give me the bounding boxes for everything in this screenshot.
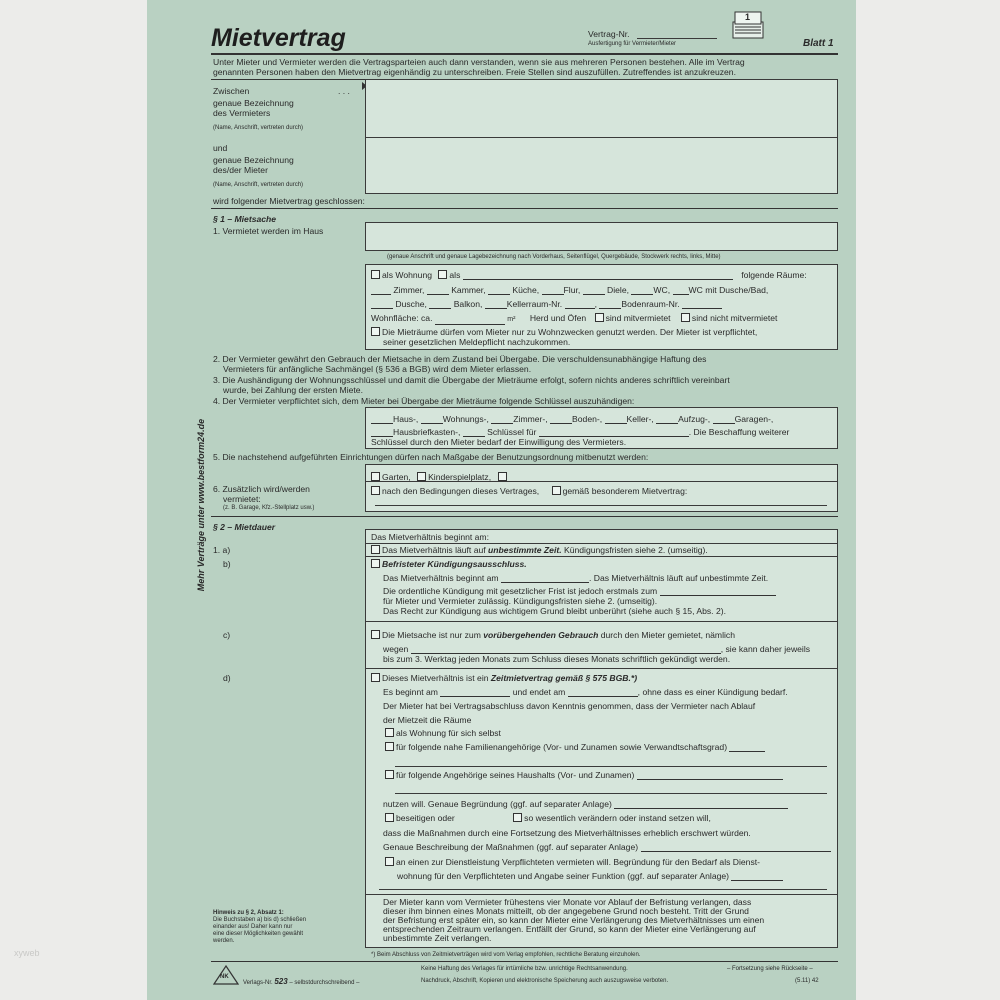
item-6-label-2: vermietet: [223,494,261,504]
kueche-count[interactable] [488,286,510,295]
m2-unit: m² [507,316,516,323]
a-divider [365,556,837,557]
d-household-label: für folgende Angehörige seines Haushalts (Vor- und Zunamen) [396,770,635,780]
landlord-field[interactable] [365,79,838,138]
edition-text: (5.11) 42 [795,978,819,984]
garden-checkbox[interactable] [371,472,380,481]
tenant-note: (Name, Anschrift, vertreten durch) [213,182,304,188]
side-note-line-1: Die Buchstaben a) bis d) schließen [213,917,307,923]
aufzug-key-count[interactable] [656,415,678,424]
keller-key-label: Keller-, [626,414,654,424]
contract-number-label: Vertrag-Nr. [588,29,630,39]
d-service-field[interactable] [731,872,783,881]
residential-line-2: seiner gesetzlichen Meldepflicht nachzukommen. [383,337,571,347]
d-remove-checkbox[interactable] [385,813,394,822]
d-family-label: für folgende nahe Familienangehörige (Vor- und Zunamen sowie Verwandtschaftsgrad) [396,742,728,752]
d-final-2: dieser ihm binnen eines Monats mitteilt, ob der angegebene Grund noch besteht. Tritt der Grund [383,906,749,916]
item-6-label-1: 6. Zusätzlich wird/werden [213,484,310,494]
d-household-checkbox[interactable] [385,770,394,779]
facilities-divider [365,481,837,482]
sheet-number: Blatt 1 [803,38,834,49]
rooms-line-3: Dusche, Balkon, Kellerraum-Nr. , Bodenraum-Nr. [371,299,722,309]
section-1-heading: § 1 – Mietsache [213,214,277,224]
wcdusche-count[interactable] [673,286,689,295]
publisher-no: 523 [274,977,288,986]
concluded-text: wird folgender Mietvertrag geschlossen: [213,196,365,206]
option-c-line-2 [383,644,810,654]
d-change-checkbox[interactable] [513,813,522,822]
option-d-checkbox[interactable] [371,673,380,682]
d-own-use-line [385,728,501,738]
option-b-title [371,559,527,569]
option-b-checkbox[interactable] [371,559,380,568]
d-difficulty-line: dass die Maßnahmen durch eine Fortsetzung des Mietverhältnisses erheblich erschwert würden. [383,828,751,838]
option-c-line-3: bis zum 3. Werktag jeden Monats zum Schluss dieses Monats schriftlich gekündigt werden. [383,654,731,664]
diele-label: Diele, [607,285,630,295]
tenant-label-2: des/der Mieter [213,165,268,175]
living-area-field[interactable] [435,316,505,325]
wohnung-key-label: Wohnungs-, [442,414,489,424]
d-family-field[interactable] [729,743,765,752]
d-use-line [383,799,788,809]
item-5-label: 5. Die nachstehend aufgeführten Einrichtungen dürfen nach Maßgabe der Benutzungsordnung mitbenutzt werden: [213,452,649,462]
option-a-line [371,545,708,555]
b-unlimited-text: . Das Mietverhältnis läuft auf unbestimmte Zeit. [588,573,769,583]
balkon-label: Balkon, [453,299,483,309]
tenant-field[interactable] [365,137,838,194]
d-begin-field[interactable] [440,688,510,697]
b-start-label: Das Mietverhältnis beginnt am [383,573,499,583]
start-label: Das Mietverhältnis beginnt am: [371,532,489,542]
kueche-label: Küche, [512,285,540,295]
parties-rule [211,208,838,209]
c-bold: vorübergehenden Gebrauch [483,630,599,640]
d-household-field[interactable] [637,771,783,780]
as-other-checkbox[interactable] [438,270,447,279]
liability-text: Keine Haftung des Verlages für irrtümliche bzw. unrichtige Rechtsanwendung. [421,966,628,972]
as-label: als [449,270,461,280]
start-divider [365,543,837,544]
wc-count[interactable] [631,286,653,295]
c-reason-field[interactable] [411,645,721,654]
as-flat-label: als Wohnung [382,270,433,280]
zimmer-key-label: Zimmer-, [513,414,548,424]
option-d-line-1 [371,673,637,683]
kammer-count[interactable] [427,286,449,295]
keys-line-2 [371,427,789,437]
other-facility-checkbox[interactable] [498,472,507,481]
d-description-label: Genaue Beschreibung der Maßnahmen (ggf. auf separater Anlage) [383,842,639,852]
d-end-label: und endet am [512,687,566,697]
item-6-note: (z. B. Garage, Kfz.-Stellplatz usw.) [223,505,315,511]
document-title: Mietvertrag [211,24,346,52]
d-begin-label: Es beginnt am [383,687,438,697]
playground-label: Kinderspielplatz, [428,472,492,482]
rooms-label: folgende Räume: [741,270,807,280]
continued-text: – Fortsetzung siehe Rückseite – [727,966,813,972]
garagen-key-count[interactable] [713,415,735,424]
section-2-heading: § 2 – Mietdauer [213,522,276,532]
residential-text-1: Die Mieträume dürfen vom Mieter nur zu Wohnzwecken genutzt werden. Der Mieter ist verpflichtet, [382,327,758,337]
item-3-line-1: 3. Die Aushändigung der Wohnungsschlüssel und damit die Übergabe der Mieträume erfolgt, sofern nichts anderes schriftlich vereinbart [213,375,730,385]
brief-key-count[interactable] [371,428,393,437]
wcdusche-label: WC mit Dusche/Bad, [688,285,769,295]
b-first-notice-field[interactable] [660,587,776,596]
d-end-field[interactable] [568,688,638,697]
intro-line-2: genannten Personen haben den Mietvertrag eigenhändig zu unterschreiben. Freie Stellen sind auszufüllen. Zutreffendes ist anzukreuzen. [213,67,736,77]
furnished-checkbox[interactable] [595,313,604,322]
side-note-line-4: werden. [213,938,235,944]
zimmer-label: Zimmer, [393,285,425,295]
d-description-field[interactable] [641,843,831,852]
item-2-line-1: 2. Der Vermieter gewährt den Gebrauch der Mietsache in dem Zustand bei Übergabe. Die verschuldensunabhängige Haftung des [213,354,707,364]
option-b-line-1 [383,573,768,583]
not-furnished-checkbox[interactable] [681,313,690,322]
d-remove-line [385,813,711,823]
keller-label: Kellerraum-Nr. [506,299,563,309]
contract-sheet [147,0,856,1000]
wohnung-key-count[interactable] [421,415,443,424]
rooms-line-1 [371,270,807,280]
option-a-text: Das Mietverhältnis läuft auf [382,545,486,555]
b-start-field[interactable] [501,574,589,583]
option-b-line-3: für Mieter und Vermieter zulässig. Kündigungsfristen siehe 2. (umseitig). [383,596,658,606]
option-c-label: c) [223,630,231,640]
d-family-checkbox[interactable] [385,742,394,751]
keller-key-count[interactable] [605,415,627,424]
landlord-label-1: genaue Bezeichnung [213,98,294,108]
zimmer-key-count[interactable] [491,415,513,424]
header-rule [211,53,838,55]
landlord-note: (Name, Anschrift, vertreten durch) [213,125,304,131]
d-use-label: nutzen will. Genaue Begründung (ggf. auf separater Anlage) [383,799,612,809]
option-b-line-2 [383,586,776,596]
publisher-number [243,978,359,987]
contract-number-field[interactable] [637,38,717,39]
as-other-field[interactable] [463,271,733,280]
d-bold: Zeitmietvertrag gemäß § 575 BGB.*) [490,673,638,683]
option-a-checkbox[interactable] [371,545,380,554]
d-family-line [385,742,765,752]
d-final-3: der Befristung erst später ein, so kann der Mieter eine Verlängerung des Mietverhältnisses um einen [383,915,765,925]
d-service-line-1 [385,857,760,867]
item-1-label: 1. Vermietet werden im Haus [213,226,324,236]
c-divider [365,668,837,669]
d-use-field[interactable] [614,800,788,809]
option-a-post: Kündigungsfristen siehe 2. (umseitig). [563,545,708,555]
playground-checkbox[interactable] [417,472,426,481]
not-furnished-label: sind nicht mitvermietet [691,313,778,323]
d-service-field-line[interactable] [379,889,827,890]
boden-key-label: Boden-, [572,414,603,424]
other-key-field[interactable] [539,428,689,437]
boden-key-count[interactable] [550,415,572,424]
option-b-label: b) [223,559,231,569]
wc-label: WC, [653,285,671,295]
d-description-line [383,842,831,852]
b-first-notice-label: Die ordentliche Kündigung mit gesetzlicher Frist ist jedoch erstmals zum [383,586,658,596]
d-final-1: Der Mieter kann vom Vermieter frühestens vier Monate vor Ablauf der Befristung verlangen, dass [383,897,752,907]
stove-label: Herd und Öfen [529,313,587,323]
option-d-line-4: der Mietzeit die Räume [383,715,472,725]
option-a-label: 1. a) [213,545,231,555]
d-household-line [385,770,783,780]
d-service-text-1: an einen zur Dienstleistung Verpflichteten vermieten will. Begründung für den Bedarf als Dienst- [396,857,761,867]
option-d-line-2 [383,687,788,697]
brief-key-label: Hausbriefkasten-, [393,427,461,437]
residential-checkbox[interactable] [371,327,380,336]
option-a-bold: unbestimmte Zeit. [488,545,562,555]
aufzug-key-label: Aufzug-, [678,414,711,424]
option-d-line-3: Der Mieter hat bei Vertragsabschluss davon Kenntnis genommen, dass der Vermieter nach Ablauf [383,701,756,711]
house-address-field[interactable] [365,222,838,251]
boden-count[interactable] [599,300,621,309]
haus-key-count[interactable] [371,415,393,424]
kammer-label: Kammer, [451,285,486,295]
furnished-label: sind mitvermietet [605,313,671,323]
right-margin [856,0,1000,1000]
garden-label: Garten, [382,472,411,482]
dusche-label: Dusche, [395,299,427,309]
per-contract-label: nach den Bedingungen dieses Vertrages, [382,486,540,496]
copyright-text: Nachdruck, Abschrift, Kopieren und elektronische Speicherung auch auszugsweise verboten. [421,978,669,984]
copy-stack-number: 1 [745,12,751,22]
additional-field-line[interactable] [375,505,827,506]
option-b-line-4: Das Recht zur Kündigung aus wichtigem Grund bleibt unberührt (siehe auch § 15, Abs. 2). [383,606,726,616]
d-no-notice-text: , ohne dass es einer Kündigung bedarf. [637,687,788,697]
keys-line-3: Schlüssel durch den Mieter bedarf der Einwilligung des Vermieters. [371,437,627,447]
boden-label: Bodenraum-Nr. [621,299,680,309]
d-own-use-label: als Wohnung für sich selbst [396,728,501,738]
flur-label: Flur, [563,285,581,295]
between-label: Zwischen [213,86,250,96]
dusche-count[interactable] [371,300,393,309]
residential-line-1 [371,327,757,337]
more-keys-text: . Die Beschaffung weiterer [688,427,790,437]
landlord-label-2: des Vermieters [213,108,271,118]
zimmer-count[interactable] [371,286,391,295]
publisher-logo-text: NK [220,974,229,980]
tenant-label-1: genaue Bezeichnung [213,155,294,165]
option-c-line-1 [371,630,735,640]
d-final-5: unbestimmte Zeit verlangen. [383,933,492,943]
c-reason-label: wegen [383,644,409,654]
d-own-use-checkbox[interactable] [385,728,394,737]
item-4-label: 4. Der Vermieter verpflichtet sich, dem Mieter bei Übergabe der Mieträume folgende Schlüssel auszuhändigen: [213,396,635,406]
living-area-label: Wohnfläche: ca. [371,313,433,323]
d-family-field-line[interactable] [395,766,827,767]
address-note: (genaue Anschrift und genaue Lagebezeichnung nach Vorderhaus, Seitenflügel, Quergebäude, Stockwerk rechts, links, Mitte) [387,254,721,260]
side-note-title: Hinweis zu § 2, Absatz 1: [213,910,284,916]
d-household-field-line[interactable] [395,793,827,794]
between-dots: . . . [338,86,350,96]
item-3-line-2: wurde, bei Zahlung der ersten Miete. [223,385,363,395]
option-c-checkbox[interactable] [371,630,380,639]
per-contract-checkbox[interactable] [371,486,380,495]
c-text-1: Die Mietsache ist nur zum [382,630,481,640]
other-key-count[interactable] [463,428,485,437]
flur-count[interactable] [542,286,564,295]
side-note-line-3: eine dieser Möglichkeiten gewählt [213,931,304,937]
publisher-prefix: Verlags-Nr. [243,980,273,986]
d-service-line-2 [397,871,783,881]
boden-number[interactable] [682,300,722,309]
d-final-4: entsprechenden Zeitraum verlangen. Entfällt der Grund, so kann der Mieter eine Verlängerung auf [383,924,756,934]
b-divider [365,621,837,622]
footer-note: *) Beim Abschluss von Zeitmietverträgen wird vom Verlag empfohlen, rechtliche Beratung einzuholen. [371,952,641,958]
c-text-3: , sie kann daher jeweils [720,644,811,654]
as-flat-checkbox[interactable] [371,270,380,279]
rooms-line-2 [371,285,768,295]
rooms-line-4 [371,313,777,325]
intro-line-1: Unter Mieter und Vermieter werden die Vertragsparteien auch dann verstanden, wenn sie aus mehreren Personen bestehen. Alle im Vertrag [213,57,745,67]
side-note-line-2: einander aus! Daher kann nur [213,924,293,930]
footer-rule [211,961,838,962]
per-special-label: gemäß besonderem Mietvertrag: [562,486,688,496]
d-remove-label: beseitigen oder [396,813,455,823]
option-b-title-text: Befristeter Kündigungsausschluss. [382,559,527,569]
d-change-label: so wesentlich verändern oder instand setzen will, [524,813,711,823]
d-text-1: Dieses Mietverhältnis ist ein [382,673,489,683]
option-d-label: d) [223,673,231,683]
d-service-text-2: wohnung für den Verpflichteten und Angabe seiner Funktion (ggf. auf separater Anlage) [397,871,730,881]
additional-line [371,486,687,496]
left-margin [0,0,147,1000]
haus-key-label: Haus-, [393,414,419,424]
s1-rule [211,516,838,517]
garagen-key-label: Garagen-, [734,414,774,424]
keys-line-1 [371,414,773,424]
d-service-checkbox[interactable] [385,857,394,866]
diele-count[interactable] [583,286,605,295]
copy-label: Ausfertigung für Vermieter/Mieter [588,41,677,47]
keller-number[interactable] [565,300,595,309]
item-2-line-2: Vermieters für anfängliche Sachmängel (§ 536 a BGB) wird dem Mieter erlassen. [223,364,532,374]
watermark: xyweb [14,948,40,958]
c-text-2: durch den Mieter gemietet, nämlich [600,630,735,640]
publisher-suffix: – selbstdurchschreibend – [289,980,360,986]
vertical-website-text: Mehr Verträge unter www.bestform24.de [196,418,206,592]
other-key-label: Schlüssel für [487,427,537,437]
and-label: und [213,143,228,153]
balkon-count[interactable] [429,300,451,309]
per-special-checkbox[interactable] [552,486,561,495]
keller-count[interactable] [485,300,507,309]
